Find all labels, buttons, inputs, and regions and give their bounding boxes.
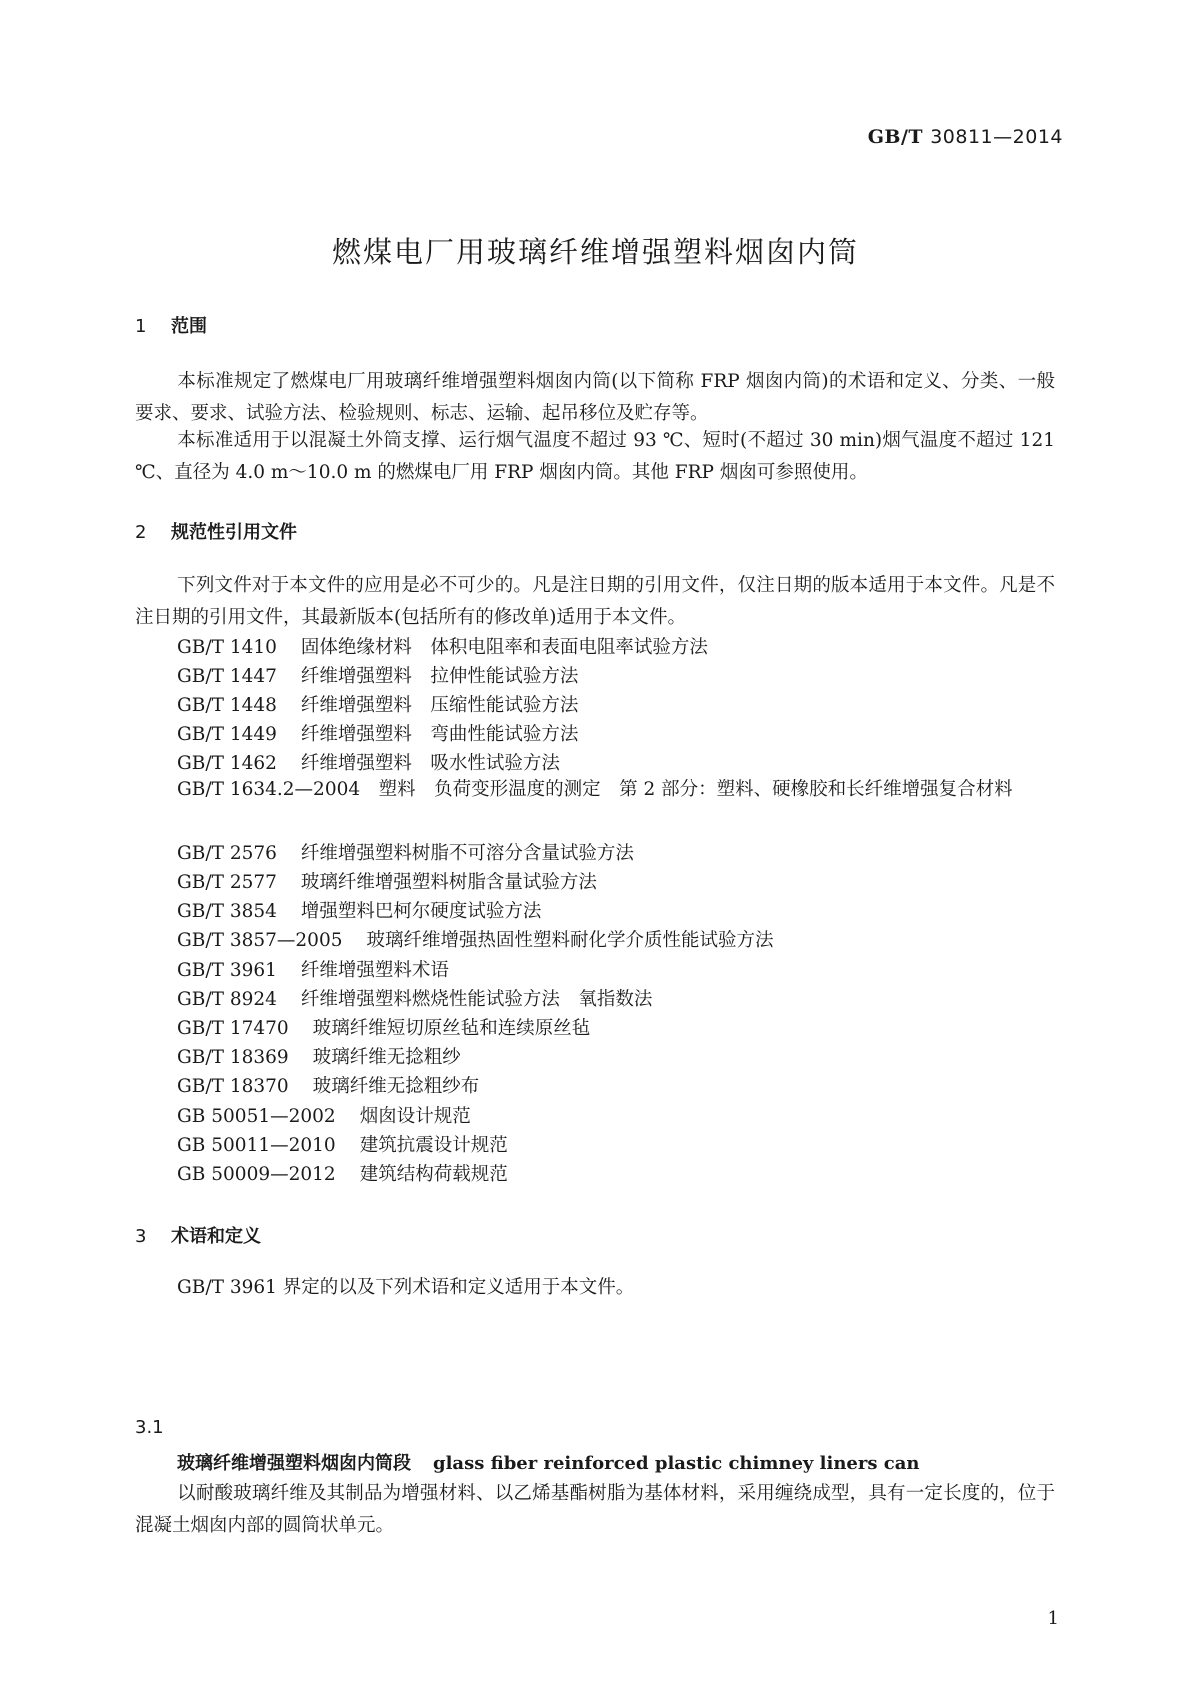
paragraph-text: 以耐酸玻璃纤维及其制品为增强材料、以乙烯基酯树脂为基体材料，采用缠绕成型，具有一定长度的，位于混凝土烟囱内部的圆筒状单元。 bbox=[135, 1483, 1055, 1536]
reference-title: 纤维增强塑料燃烧性能试验方法 氧指数法 bbox=[300, 989, 653, 1010]
reference-item bbox=[177, 1043, 461, 1069]
reference-code: GB/T 18369 bbox=[177, 1047, 289, 1068]
reference-code: GB/T 2576 bbox=[177, 843, 277, 864]
reference-title: 烟囱设计规范 bbox=[359, 1106, 471, 1127]
section-number: 3 bbox=[135, 1226, 147, 1247]
reference-item bbox=[177, 897, 541, 923]
reference-item bbox=[177, 1102, 471, 1128]
reference-code: GB/T 18370 bbox=[177, 1076, 289, 1097]
reference-title: 纤维增强塑料 拉伸性能试验方法 bbox=[300, 666, 579, 687]
reference-title: 纤维增强塑料 吸水性试验方法 bbox=[300, 753, 560, 774]
reference-code: GB 50051—2002 bbox=[177, 1106, 336, 1127]
reference-item bbox=[177, 691, 578, 717]
reference-title: 玻璃纤维无捻粗纱布 bbox=[312, 1076, 480, 1097]
section-title: 术语和定义 bbox=[171, 1226, 261, 1247]
scope-paragraph-2 bbox=[135, 425, 1055, 488]
paragraph-text: 本标准适用于以混凝土外筒支撑、运行烟气温度不超过 93 ℃、短时(不超过 30 min)烟气温度不超过 121 ℃、直径为 4.0 m～10.0 m 的燃煤电厂用 FRP 烟囱内筒。其他 FRP 烟囱可参照使用。 bbox=[135, 430, 1055, 483]
section-number: 2 bbox=[135, 522, 147, 543]
reference-code: GB/T 8924 bbox=[177, 989, 277, 1010]
reference-item bbox=[177, 633, 708, 659]
reference-code: GB 50011—2010 bbox=[177, 1135, 336, 1156]
section-title: 规范性引用文件 bbox=[171, 522, 297, 543]
section-title: 范围 bbox=[171, 316, 207, 337]
reference-code: GB/T 1447 bbox=[177, 666, 277, 687]
reference-title: 建筑结构荷载规范 bbox=[359, 1164, 508, 1185]
reference-code: GB/T 3961 bbox=[177, 960, 277, 981]
clause-number: 3.1 bbox=[135, 1417, 164, 1438]
term-chinese: 玻璃纤维增强塑料烟囱内筒段 bbox=[177, 1453, 411, 1474]
paragraph-text: 下列文件对于本文件的应用是必不可少的。凡是注日期的引用文件，仅注日期的版本适用于本文件。凡是不注日期的引用文件，其最新版本(包括所有的修改单)适用于本文件。 bbox=[135, 575, 1055, 628]
reference-item bbox=[177, 1131, 508, 1157]
reference-item bbox=[177, 720, 578, 746]
reference-item bbox=[177, 1014, 590, 1040]
reference-code: GB/T 1410 bbox=[177, 637, 277, 658]
reference-item bbox=[177, 985, 652, 1011]
reference-code: GB/T 17470 bbox=[177, 1018, 289, 1039]
reference-title: 玻璃纤维增强热固性塑料耐化学介质性能试验方法 bbox=[366, 930, 774, 951]
section-number: 1 bbox=[135, 316, 147, 337]
reference-code: GB/T 1448 bbox=[177, 695, 277, 716]
reference-title: 建筑抗震设计规范 bbox=[359, 1135, 508, 1156]
reference-code: GB/T 3857—2005 bbox=[177, 930, 343, 951]
reference-code: GB/T 3854 bbox=[177, 901, 277, 922]
paragraph-text: 本标准规定了燃煤电厂用玻璃纤维增强塑料烟囱内筒(以下简称 FRP 烟囱内筒)的术语和定义、分类、一般要求、要求、试验方法、检验规则、标志、运输、起吊移位及贮存等。 bbox=[135, 371, 1055, 424]
reference-title: 纤维增强塑料树脂不可溶分含量试验方法 bbox=[300, 843, 634, 864]
section-2-heading bbox=[135, 518, 297, 544]
section-1-heading bbox=[135, 312, 207, 338]
term-entry bbox=[177, 1449, 919, 1475]
reference-item bbox=[177, 749, 560, 775]
section-3-heading bbox=[135, 1222, 261, 1248]
reference-item bbox=[177, 662, 578, 688]
reference-item bbox=[177, 868, 597, 894]
reference-code: GB/T 2577 bbox=[177, 872, 277, 893]
scope-paragraph-1 bbox=[135, 366, 1055, 429]
reference-title: 玻璃纤维无捻粗纱 bbox=[312, 1047, 461, 1068]
reference-title: 纤维增强塑料术语 bbox=[300, 960, 449, 981]
reference-item-long bbox=[135, 774, 1055, 806]
reference-title: 纤维增强塑料 压缩性能试验方法 bbox=[300, 695, 579, 716]
standard-prefix: GB/T bbox=[867, 126, 924, 148]
reference-code: GB/T 1462 bbox=[177, 753, 277, 774]
term-english: glass fiber reinforced plastic chimney liners can bbox=[433, 1453, 920, 1474]
reference-text: GB/T 1634.2—2004 塑料 负荷变形温度的测定 第 2 部分：塑料、硬橡胶和长纤维增强复合材料 bbox=[177, 779, 1013, 800]
reference-title: 固体绝缘材料 体积电阻率和表面电阻率试验方法 bbox=[300, 637, 708, 658]
paragraph-text: GB/T 3961 界定的以及下列术语和定义适用于本文件。 bbox=[177, 1277, 635, 1298]
term-definition bbox=[135, 1478, 1055, 1541]
reference-code: GB/T 1449 bbox=[177, 724, 277, 745]
reference-title: 玻璃纤维增强塑料树脂含量试验方法 bbox=[300, 872, 597, 893]
reference-item bbox=[177, 956, 449, 982]
reference-title: 纤维增强塑料 弯曲性能试验方法 bbox=[300, 724, 579, 745]
standard-code bbox=[868, 126, 1063, 148]
reference-item bbox=[177, 1072, 479, 1098]
reference-item bbox=[177, 1160, 508, 1186]
reference-title: 玻璃纤维短切原丝毡和连续原丝毡 bbox=[312, 1018, 591, 1039]
reference-item bbox=[177, 839, 634, 865]
reference-item bbox=[177, 926, 774, 952]
page-number: 1 bbox=[1047, 1608, 1059, 1629]
reference-code: GB 50009—2012 bbox=[177, 1164, 336, 1185]
references-intro bbox=[135, 570, 1055, 633]
standard-number: 30811—2014 bbox=[930, 126, 1063, 148]
document-title: 燃煤电厂用玻璃纤维增强塑料烟囱内筒 bbox=[331, 235, 859, 269]
terms-intro bbox=[135, 1272, 1055, 1304]
reference-title: 增强塑料巴柯尔硬度试验方法 bbox=[300, 901, 542, 922]
